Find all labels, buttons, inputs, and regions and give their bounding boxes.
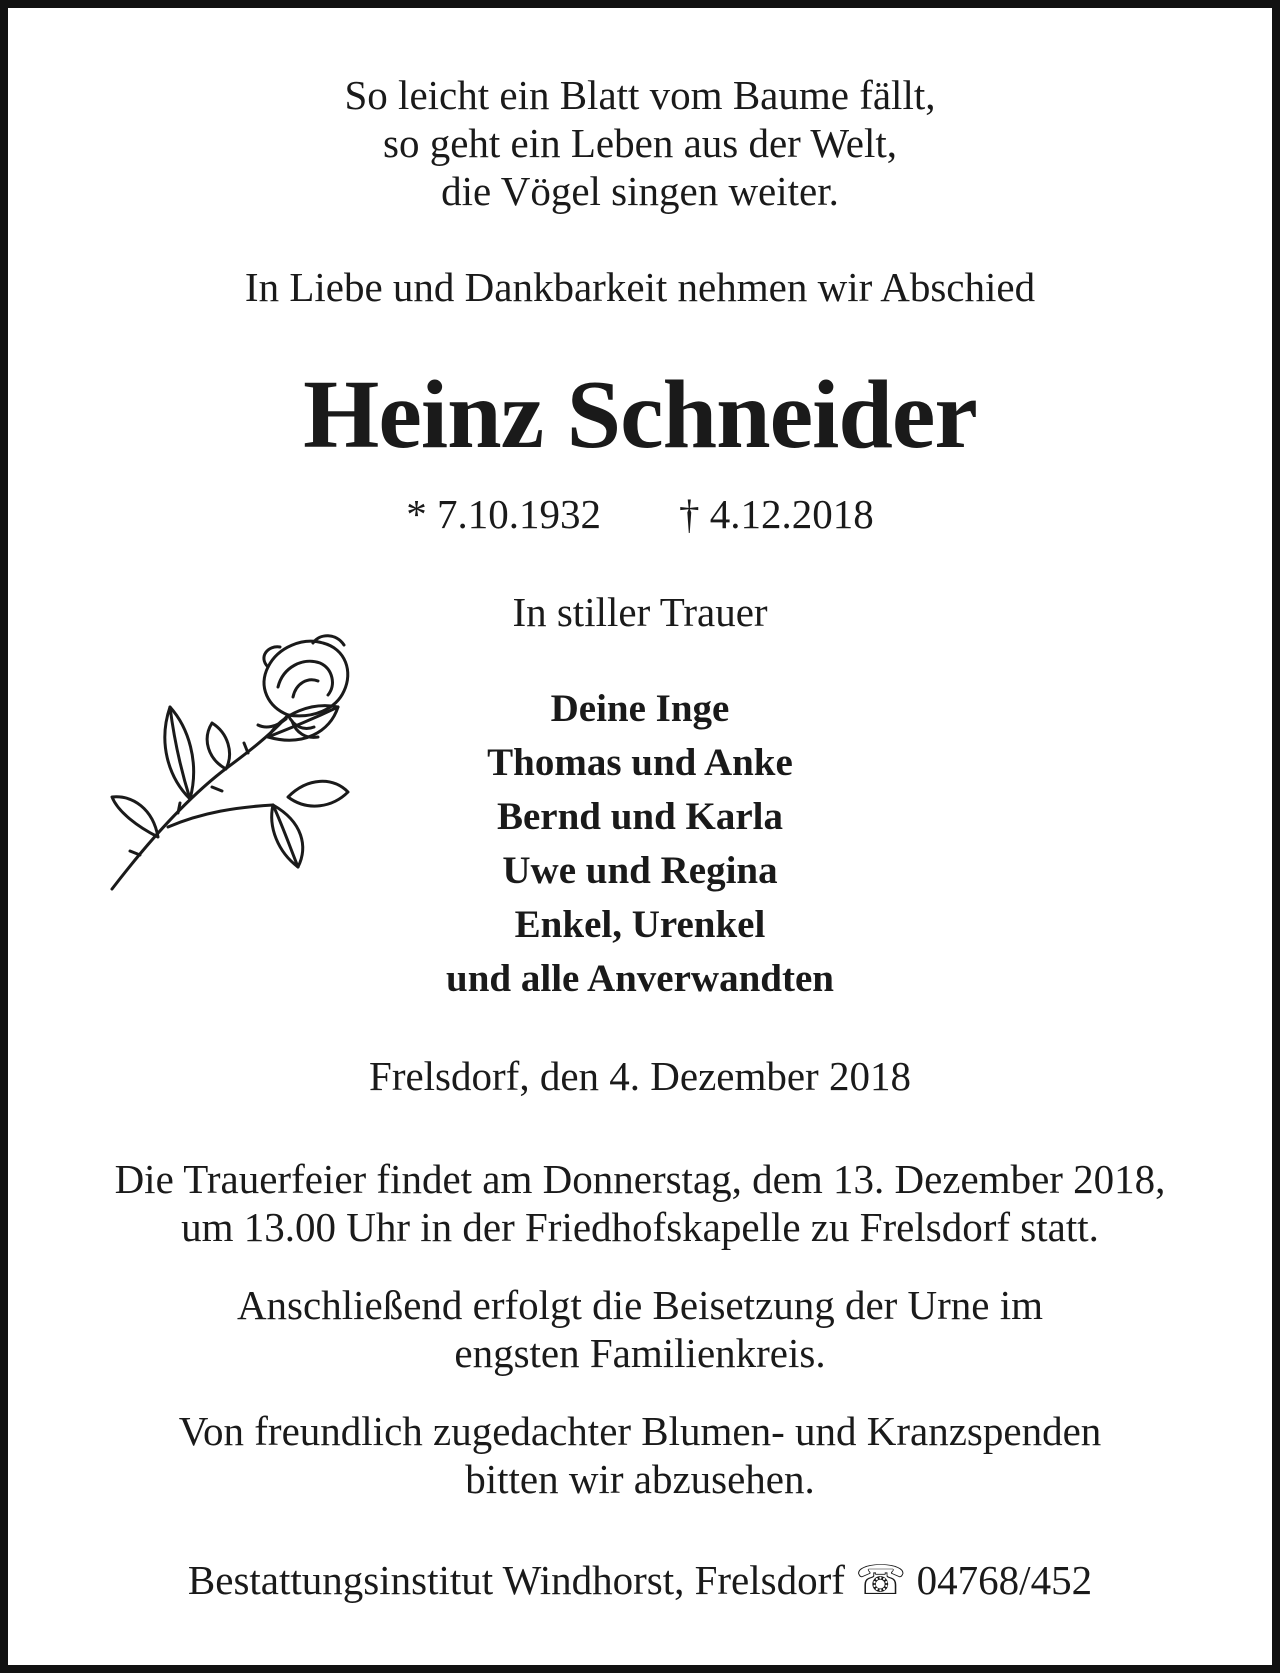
mourner-line: Deine Inge <box>550 687 730 730</box>
mourner-line: Enkel, Urenkel <box>514 903 766 946</box>
mourner-line: Bernd und Karla <box>496 795 784 838</box>
flowers-line: bitten wir abzusehen. <box>465 1456 815 1502</box>
mourner-line: und alle Anverwandten <box>446 957 834 1000</box>
burial-line: Anschließend erfolgt die Beisetzung der Urne im <box>236 1282 1044 1328</box>
verse-line: die Vögel singen weiter. <box>441 168 839 214</box>
ceremony-line: Die Trauerfeier findet am Donnerstag, dem 13. Dezember 2018, <box>114 1156 1166 1202</box>
mourning-intro: In stiller Trauer <box>512 589 768 635</box>
farewell-text: In Liebe und Dankbarkeit nehmen wir Abschied <box>244 264 1036 310</box>
burial-line: engsten Familienkreis. <box>454 1330 826 1376</box>
mourner-line: Thomas und Anke <box>487 741 793 784</box>
death-date: † 4.12.2018 <box>679 491 874 537</box>
verse-line: so geht ein Leben aus der Welt, <box>383 120 897 166</box>
birth-date: * 7.10.1932 <box>406 491 601 537</box>
mourner-line: Uwe und Regina <box>502 849 778 892</box>
ceremony-line: um 13.00 Uhr in der Friedhofskapelle zu Frelsdorf statt. <box>181 1204 1099 1250</box>
place-date: Frelsdorf, den 4. Dezember 2018 <box>369 1053 911 1099</box>
flowers-line: Von freundlich zugedachter Blumen- und Kranzspenden <box>178 1408 1102 1454</box>
deceased-name: Heinz Schneider <box>303 361 977 469</box>
life-dates <box>0 489 1280 539</box>
verse-line: So leicht ein Blatt vom Baume fällt, <box>344 72 936 118</box>
undertaker-info: Bestattungsinstitut Windhorst, Frelsdorf ☏ 04768/452 <box>187 1557 1093 1603</box>
